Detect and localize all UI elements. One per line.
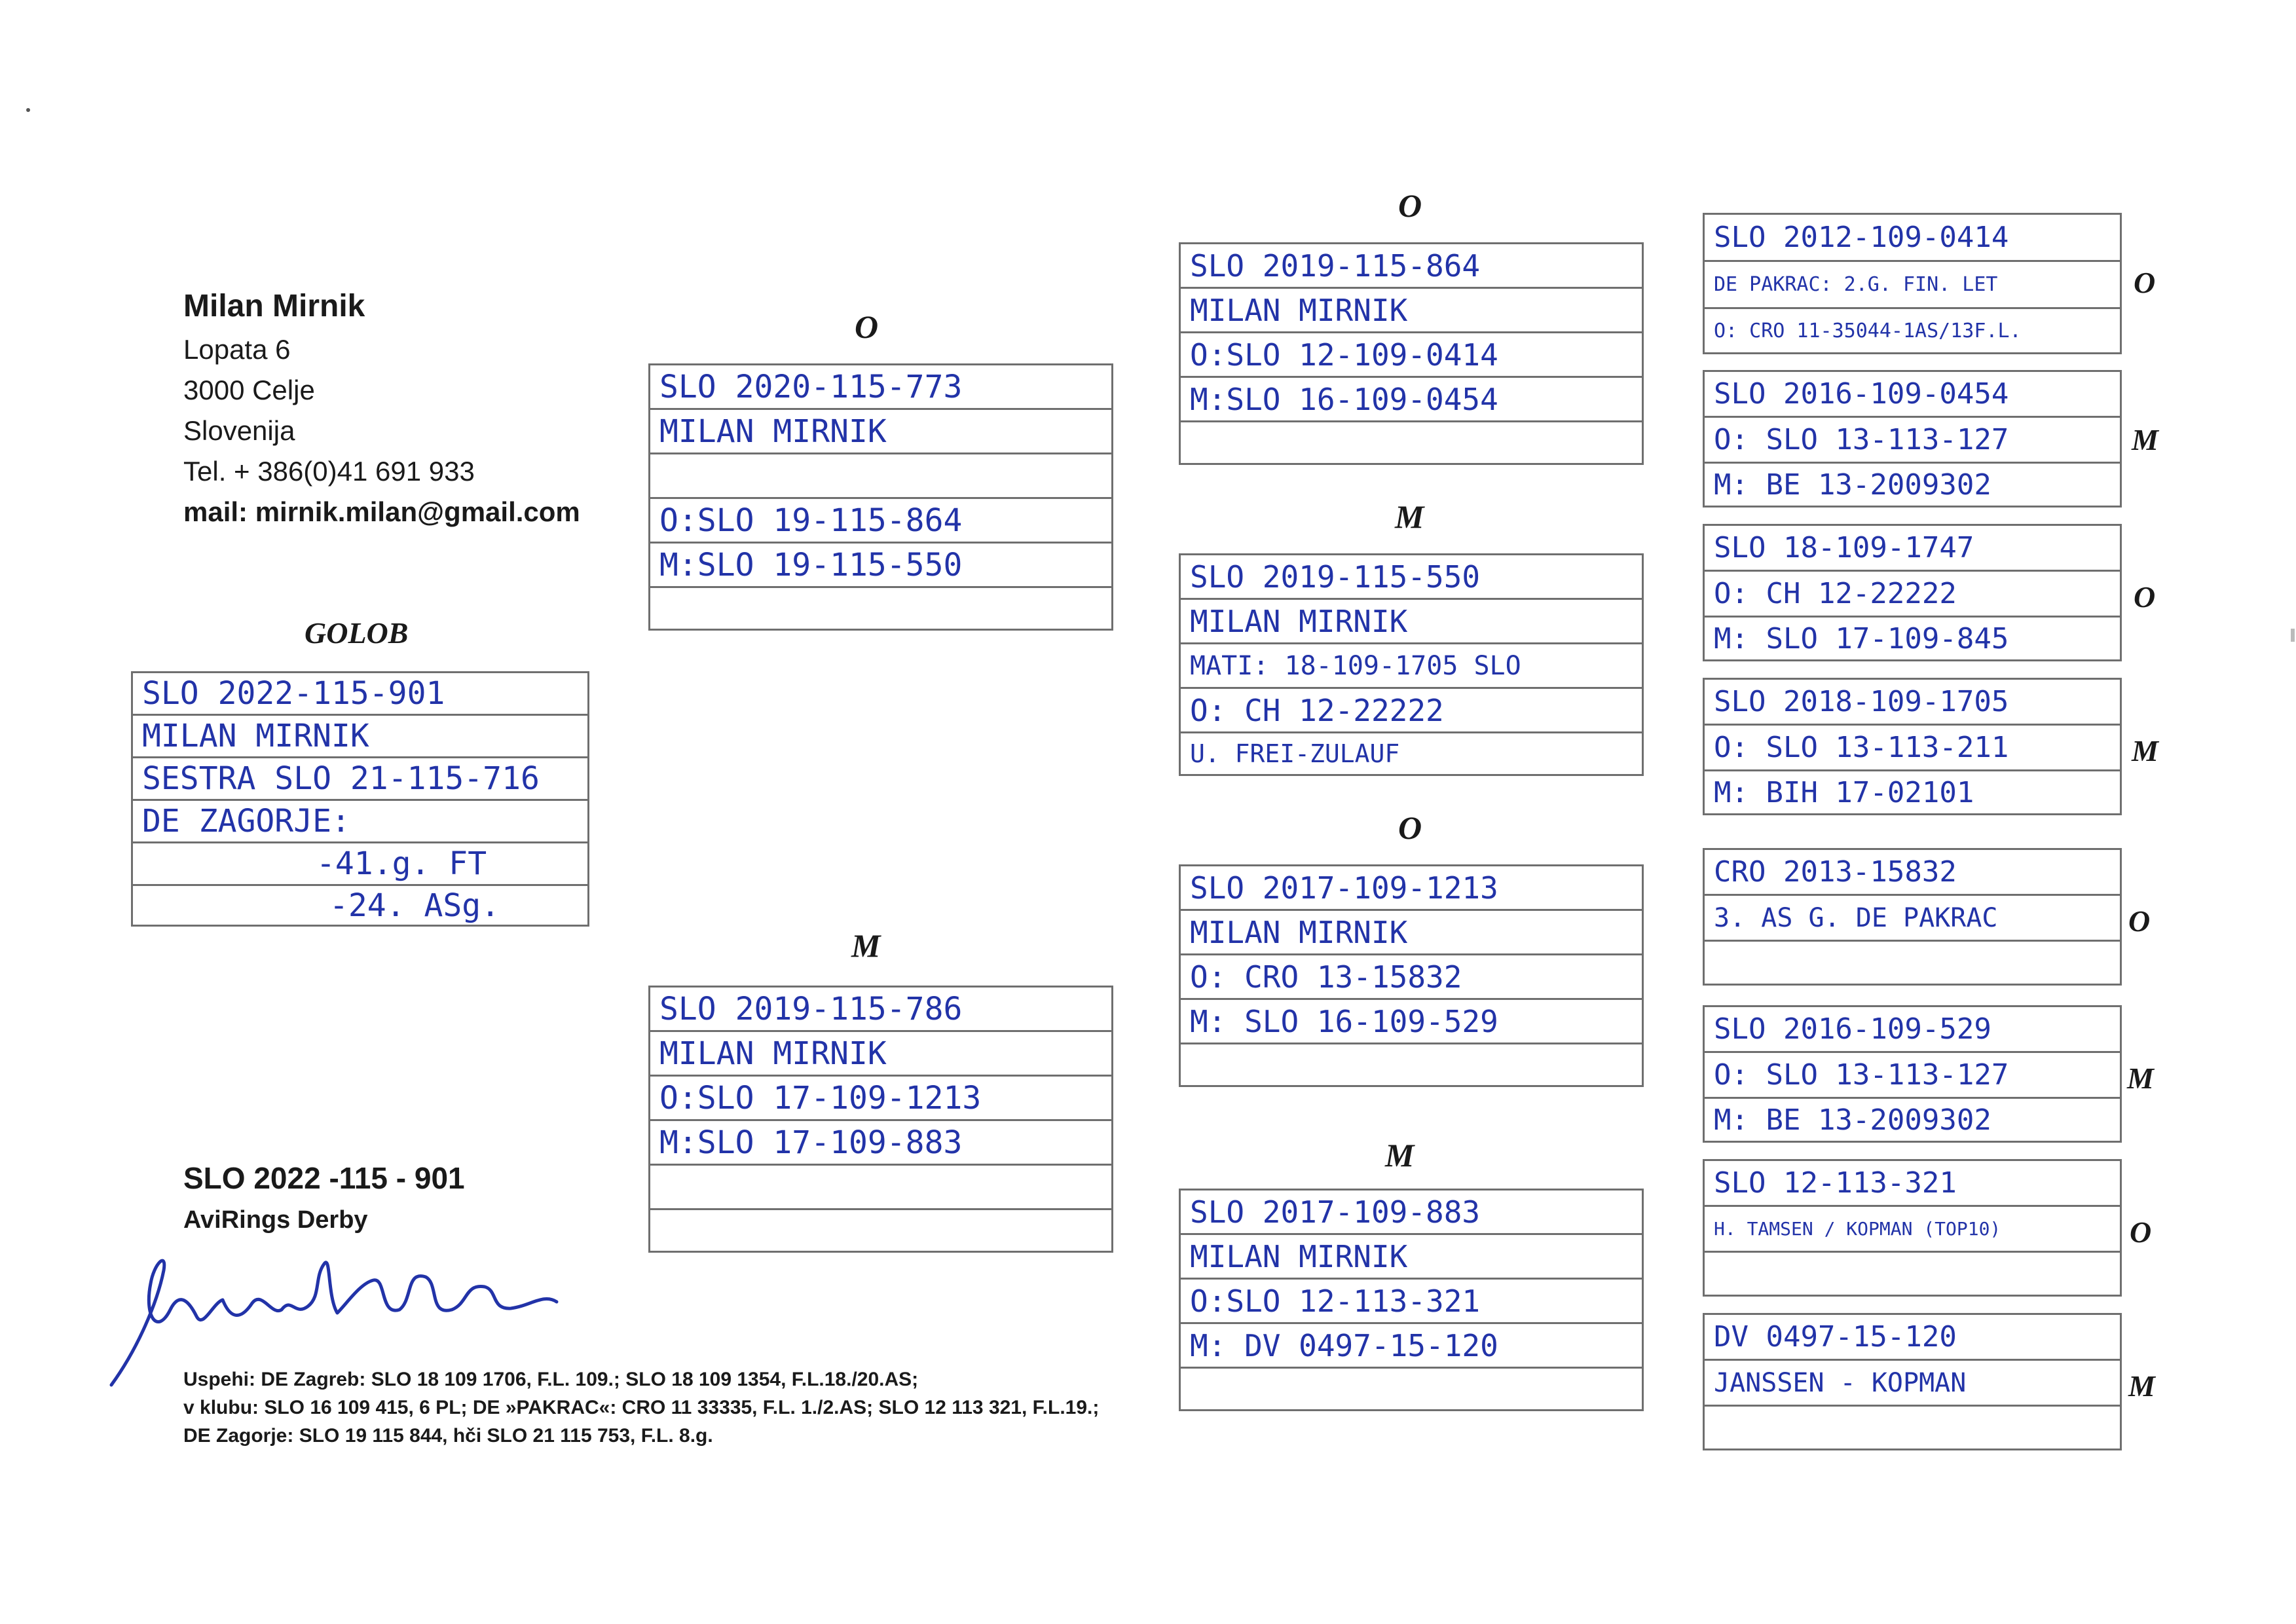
ring-number: SLO 2022 -115 - 901	[183, 1161, 465, 1195]
card-line: MILAN MIRNIK	[1179, 287, 1644, 331]
gen3-label-8: M	[2128, 1369, 2155, 1403]
card-line: M:SLO 16-109-0454	[1179, 376, 1644, 420]
mother-card	[648, 986, 1113, 1253]
derby-name: AviRings Derby	[183, 1206, 368, 1234]
card-line: O:SLO 17-109-1213	[648, 1075, 1113, 1119]
owner-country: Slovenija	[183, 415, 295, 446]
owner-email: mail: mirnik.milan@gmail.com	[183, 496, 580, 527]
owner-phone: Tel. + 386(0)41 691 933	[183, 456, 475, 487]
card-line: DV 0497-15-120	[1703, 1313, 2122, 1359]
card-line: MILAN MIRNIK	[648, 408, 1113, 452]
gen2-card-2	[1179, 553, 1644, 776]
card-line: DE ZAGORJE:	[131, 799, 589, 841]
gen3-card-6	[1703, 1005, 2122, 1143]
card-line	[1703, 940, 2122, 986]
card-line: O:SLO 19-115-864	[648, 497, 1113, 542]
card-line: M:SLO 17-109-883	[648, 1119, 1113, 1164]
gen3-label-7: O	[2130, 1215, 2152, 1249]
father-card	[648, 363, 1113, 631]
card-line	[1179, 1367, 1644, 1411]
card-line: JANSSEN - KOPMAN	[1703, 1359, 2122, 1405]
gen2-label-2: M	[1395, 498, 1424, 535]
card-line: O: SLO 13-113-211	[1703, 724, 2122, 769]
card-line: SLO 2020-115-773	[648, 363, 1113, 408]
gen3-card-3	[1703, 524, 2122, 661]
card-line	[1703, 1405, 2122, 1450]
success-line-3: DE Zagorje: SLO 19 115 844, hči SLO 21 115 753, F.L. 8.g.	[183, 1425, 713, 1447]
gen3-card-5	[1703, 848, 2122, 986]
card-line: M: SLO 17-109-845	[1703, 616, 2122, 661]
gen2-label-1: O	[1398, 187, 1422, 224]
gen2-card-3	[1179, 864, 1644, 1087]
card-line: O: CH 12-22222	[1179, 687, 1644, 731]
gen3-label-2: M	[2132, 423, 2158, 456]
card-line	[1179, 420, 1644, 465]
gen3-card-4	[1703, 678, 2122, 815]
card-line: O:SLO 12-113-321	[1179, 1278, 1644, 1322]
gen3-card-8	[1703, 1313, 2122, 1450]
card-line	[648, 1164, 1113, 1208]
gen2-label-4: M	[1385, 1137, 1415, 1173]
owner-city: 3000 Celje	[183, 375, 315, 405]
gen3-label-3: O	[2134, 580, 2156, 614]
success-line-1: Uspehi: DE Zagreb: SLO 18 109 1706, F.L. 109.; SLO 18 109 1354, F.L.18./20.AS;	[183, 1369, 919, 1390]
card-line	[1179, 1043, 1644, 1087]
card-line: 3. AS G. DE PAKRAC	[1703, 894, 2122, 940]
card-line: DE PAKRAC: 2.G. FIN. LET	[1703, 260, 2122, 307]
card-line: SLO 2019-115-550	[1179, 553, 1644, 598]
card-line: SLO 2017-109-1213	[1179, 864, 1644, 909]
father-label: O	[855, 308, 879, 345]
card-line: MILAN MIRNIK	[1179, 909, 1644, 953]
card-line: MILAN MIRNIK	[1179, 598, 1644, 642]
gen3-card-1	[1703, 213, 2122, 354]
card-line: MILAN MIRNIK	[131, 714, 589, 756]
card-line: M: BE 13-2009302	[1703, 1097, 2122, 1143]
mother-label: M	[851, 927, 881, 964]
card-line: M:SLO 19-115-550	[648, 542, 1113, 586]
card-line: SLO 2019-115-864	[1179, 242, 1644, 287]
gen2-card-4	[1179, 1189, 1644, 1411]
card-line: SLO 2016-109-529	[1703, 1005, 2122, 1051]
gen3-card-7	[1703, 1159, 2122, 1297]
golob-label: GOLOB	[305, 616, 409, 650]
card-line: O: CH 12-22222	[1703, 570, 2122, 616]
card-line: SLO 2017-109-883	[1179, 1189, 1644, 1233]
success-line-2: v klubu: SLO 16 109 415, 6 PL; DE »PAKRAC«: CRO 11 33335, F.L. 1./2.AS; SLO 12 113 321, F.L.19.;	[183, 1397, 1100, 1418]
card-line: -24. ASg.	[131, 884, 589, 927]
edge-mark	[2291, 629, 2295, 642]
card-line: MILAN MIRNIK	[648, 1030, 1113, 1075]
card-line: SLO 2018-109-1705	[1703, 678, 2122, 724]
gen3-label-4: M	[2132, 734, 2158, 767]
card-line: SESTRA SLO 21-115-716	[131, 756, 589, 799]
card-line: O: SLO 13-113-127	[1703, 416, 2122, 462]
card-line: SLO 18-109-1747	[1703, 524, 2122, 570]
golob-card	[131, 671, 589, 927]
card-line: O:SLO 12-109-0414	[1179, 331, 1644, 376]
card-line: O: SLO 13-113-127	[1703, 1051, 2122, 1097]
owner-name: Milan Mirnik	[183, 289, 365, 323]
card-line: O: CRO 13-15832	[1179, 953, 1644, 998]
card-line: SLO 12-113-321	[1703, 1159, 2122, 1205]
card-line: O: CRO 11-35044-1AS/13F.L.	[1703, 307, 2122, 354]
card-line: M: BE 13-2009302	[1703, 462, 2122, 507]
card-line: SLO 2019-115-786	[648, 986, 1113, 1030]
card-line: H. TAMSEN / KOPMAN (TOP10)	[1703, 1205, 2122, 1251]
gen2-card-1	[1179, 242, 1644, 465]
card-line: MILAN MIRNIK	[1179, 1233, 1644, 1278]
gen2-label-3: O	[1398, 809, 1422, 846]
card-line: -41.g. FT	[131, 841, 589, 884]
card-line: CRO 2013-15832	[1703, 848, 2122, 894]
card-line: M: SLO 16-109-529	[1179, 998, 1644, 1043]
gen3-label-5: O	[2128, 904, 2151, 938]
card-line	[648, 452, 1113, 497]
card-line: M: DV 0497-15-120	[1179, 1322, 1644, 1367]
card-line: SLO 2022-115-901	[131, 671, 589, 714]
card-line	[1703, 1251, 2122, 1297]
owner-street: Lopata 6	[183, 334, 291, 365]
card-line: SLO 2012-109-0414	[1703, 213, 2122, 260]
card-line: MATI: 18-109-1705 SLO	[1179, 642, 1644, 687]
card-line	[648, 1208, 1113, 1253]
card-line: U. FREI-ZULAUF	[1179, 731, 1644, 776]
card-line: M: BIH 17-02101	[1703, 769, 2122, 815]
gen3-card-2	[1703, 370, 2122, 507]
gen3-label-6: M	[2127, 1061, 2154, 1095]
card-line: SLO 2016-109-0454	[1703, 370, 2122, 416]
gen3-label-1: O	[2134, 266, 2156, 299]
stray-dot	[26, 108, 30, 112]
card-line	[648, 586, 1113, 631]
